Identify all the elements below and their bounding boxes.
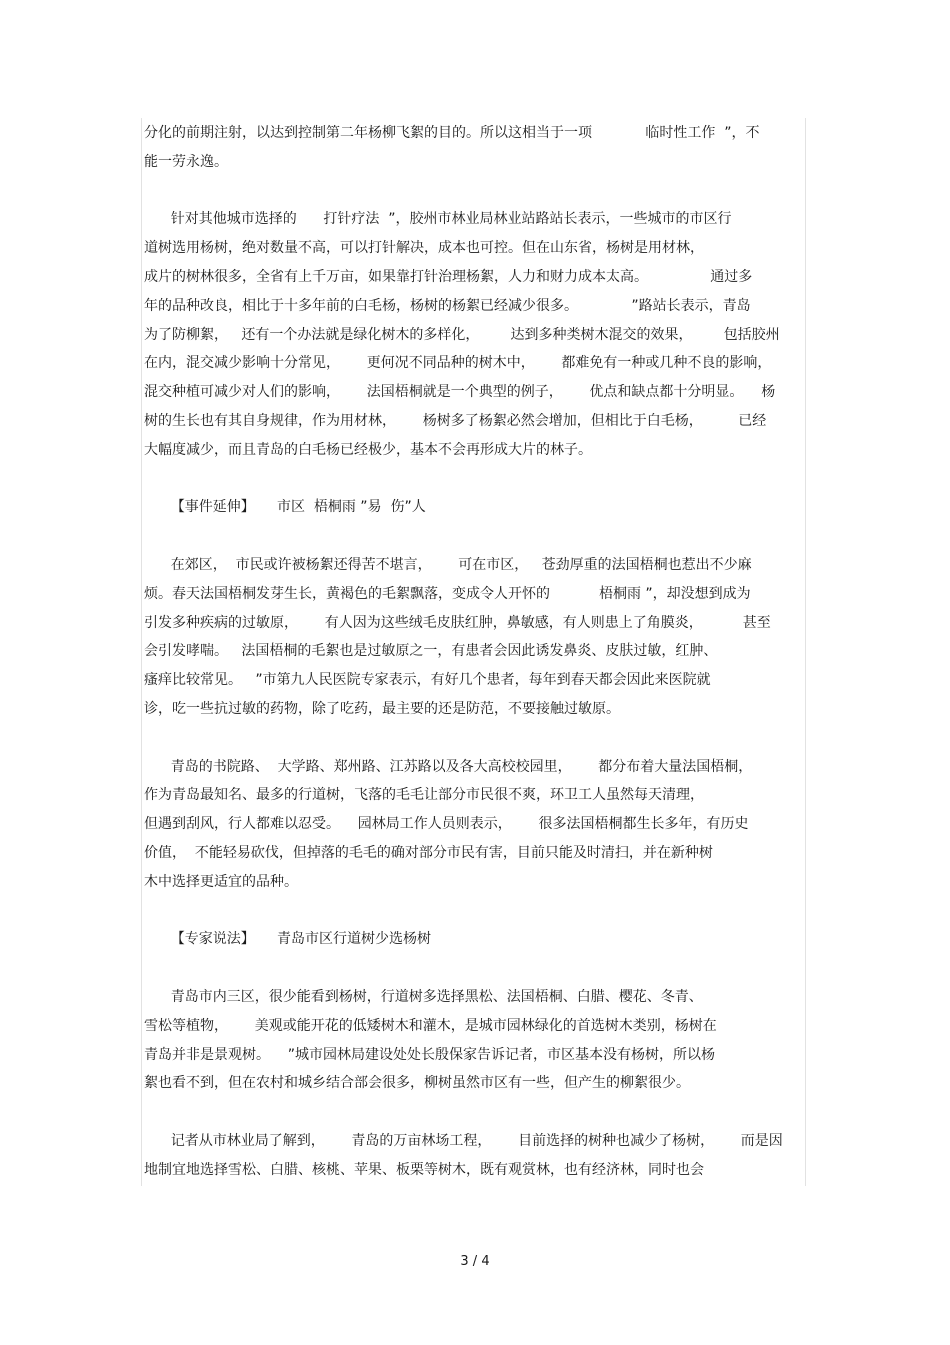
text-line: 雪松等植物， 美观或能开花的低矮树木和灌木，是城市园林绿化的首选树木类别，杨树在 <box>144 1018 717 1034</box>
text-line: 价值， 不能轻易砍伐，但掉落的毛毛的确对部分市民有害，目前只能及时清扫，并在新种树 <box>144 845 713 861</box>
text-line: 大幅度减少，而且青岛的白毛杨已经极少，基本不会再形成大片的林子。 <box>144 442 592 458</box>
text-line: 在内，混交减少影响十分常见， 更何况不同品种的树木中， 都难免有一种或几种不良的影响， <box>144 355 772 371</box>
text-line: 【专家说法】 青岛市区行道树少选杨树 <box>144 931 431 947</box>
text-line: 成片的树林很多，全省有上千万亩，如果靠打针治理杨絮，人力和财力成本太高。 通过多 <box>144 269 753 285</box>
text-line: 作为青岛最知名、最多的行道树，飞落的毛毛让部分市民很不爽，环卫工人虽然每天清理， <box>144 787 704 803</box>
text-line: 树的生长也有其自身规律，作为用材林， 杨树多了杨絮必然会增加，但相比于白毛杨， 已经 <box>144 413 767 429</box>
text-line: 青岛市内三区，很少能看到杨树，行道树多选择黑松、法国梧桐、白腊、樱花、冬青、 <box>144 989 703 1005</box>
text-line: 针对其他城市选择的 打针疗法 ”，胶州市林业局林业站路站长表示，一些城市的市区行 <box>144 211 732 227</box>
text-line: 青岛并非是景观树。 ”城市园林局建设处处长殷保家告诉记者，市区基本没有杨树，所以杨 <box>144 1047 716 1063</box>
text-line: 木中选择更适宜的品种。 <box>144 874 298 890</box>
page-number: 3 / 4 <box>460 1254 490 1269</box>
text-line: 【事件延伸】 市区 梧桐雨 ”易 伤”人 <box>144 499 426 515</box>
text-line: 絮也看不到，但在农村和城乡结合部会很多，柳树虽然市区有一些，但产生的柳絮很少。 <box>144 1075 690 1091</box>
text-line: 会引发哮喘。 法国梧桐的毛絮也是过敏原之一，有患者会因此诱发鼻炎、皮肤过敏，红肿、 <box>144 643 718 659</box>
text-line: 烦。春天法国梧桐发芽生长，黄褐色的毛絮飘落，变成令人开怀的 梧桐雨 ”，却没想到成为 <box>144 586 751 602</box>
text-line: 瘙痒比较常见。 ”市第九人民医院专家表示，有好几个患者，每年到春天都会因此来医院就 <box>144 672 711 688</box>
text-line: 在郊区， 市民或许被杨絮还得苦不堪言， 可在市区， 苍劲厚重的法国梧桐也惹出不少麻 <box>144 557 752 573</box>
text-line: 能一劳永逸。 <box>144 154 228 170</box>
text-line: 道树选用杨树，绝对数量不高，可以打针解决，成本也可控。但在山东省，杨树是用材林， <box>144 240 704 256</box>
text-line: 但遇到刮风，行人都难以忍受。 园林局工作人员则表示， 很多法国梧桐都生长多年，有历史 <box>144 816 749 832</box>
text-line: 混交种植可减少对人们的影响， 法国梧桐就是一个典型的例子， 优点和缺点都十分明显。 杨 <box>144 384 776 400</box>
text-line: 青岛的书院路、 大学路、郑州路、江苏路以及各大高校校园里， 都分布着大量法国梧桐， <box>144 759 753 775</box>
text-line: 引发多种疾病的过敏原， 有人因为这些绒毛皮肤红肿，鼻敏感，有人则患上了角膜炎， 甚至 <box>144 615 771 631</box>
text-line: 年的品种改良，相比于十多年前的白毛杨，杨树的杨絮已经减少很多。 ”路站长表示，青岛 <box>144 298 751 314</box>
text-line: 诊，吃一些抗过敏的药物，除了吃药，最主要的还是防范，不要接触过敏原。 <box>144 701 620 717</box>
text-line: 为了防柳絮， 还有一个办法就是绿化树木的多样化， 达到多种类树木混交的效果， 包括胶州 <box>144 327 780 343</box>
text-line: 地制宜地选择雪松、白腊、核桃、苹果、板栗等树木，既有观赏林，也有经济林，同时也会 <box>144 1162 704 1178</box>
text-line: 记者从市林业局了解到， 青岛的万亩林场工程， 目前选择的树种也减少了杨树， 而是因 <box>144 1133 783 1149</box>
text-line: 分化的前期注射，以达到控制第二年杨柳飞絮的目的。所以这相当于一项 临时性工作 ”，不 <box>144 125 760 141</box>
